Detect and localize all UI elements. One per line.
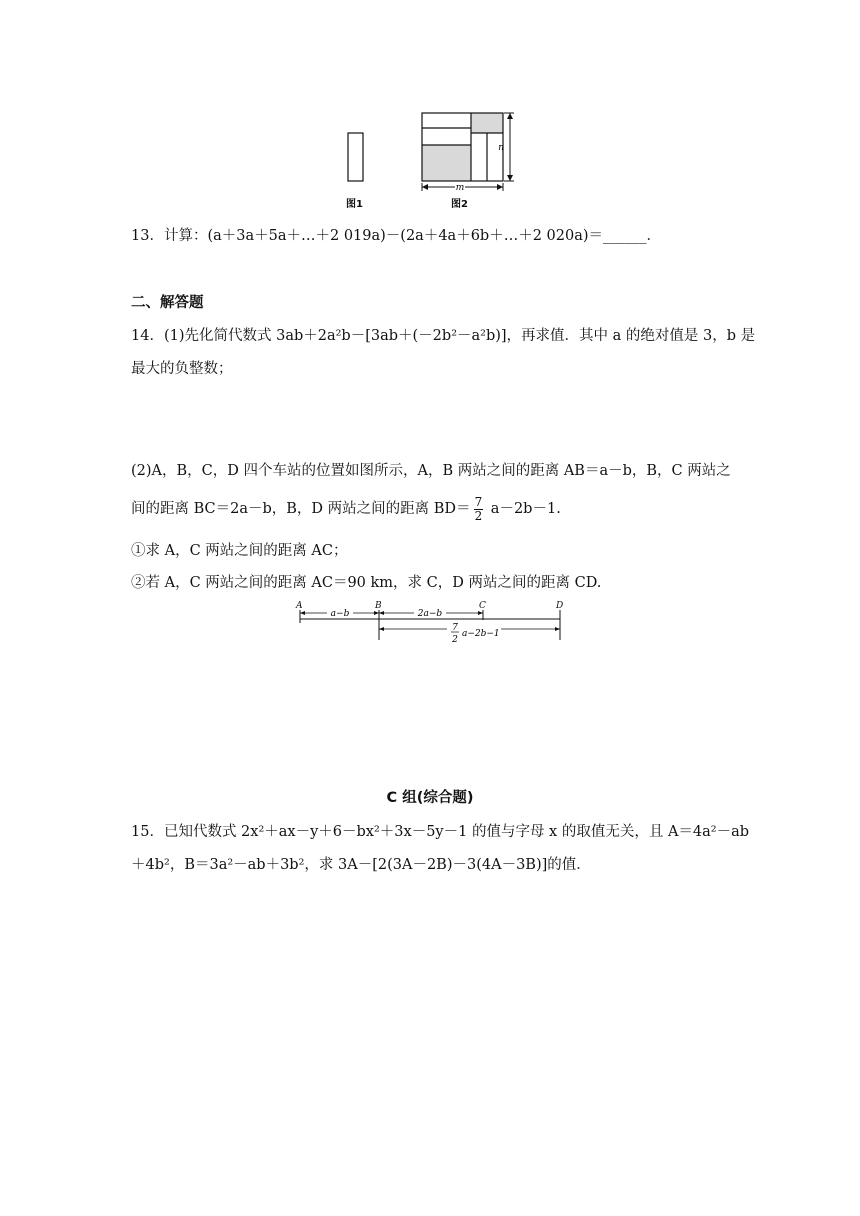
point-B: B bbox=[375, 601, 382, 611]
point-A: A bbox=[296, 601, 303, 611]
question-15-line1: 15．已知代数式 2x²＋ax－y＋6－bx²＋3x－5y－1 的值与字母 x 的取值无关，且 A＝4a²－ab bbox=[131, 824, 750, 840]
fig2-shaded-top-right bbox=[471, 113, 503, 133]
frac-denominator: 2 bbox=[474, 508, 483, 523]
question-15-line2: ＋4b²，B＝3a²－ab＋3b²，求 3A－[2(3A－2B)－3(4A－3B)]的值． bbox=[131, 857, 591, 873]
question-14-line1: 14．(1)先化简代数式 3ab＋2a²b－[3ab＋(－2b²－a²b)]，再求值．其中 a 的绝对值是 3，b 是 bbox=[131, 328, 756, 344]
label-m: m bbox=[455, 183, 465, 193]
label-bd-den: 2 bbox=[452, 635, 458, 645]
station-segment-figure bbox=[290, 596, 580, 648]
question-14-line2: 最大的负整数； bbox=[131, 361, 233, 377]
fig1-caption: 图1 bbox=[346, 199, 363, 210]
bd-text-post: a－2b－1. bbox=[486, 501, 561, 517]
question-13: 13．计算：(a＋3a＋5a＋…＋2 019a)－(2a＋4a＋6b＋…＋2 020a)＝______． bbox=[131, 228, 662, 244]
point-D: D bbox=[556, 601, 564, 611]
group-c-heading: C 组(综合题) bbox=[386, 790, 474, 806]
frac-numerator: 7 bbox=[474, 494, 483, 509]
bd-text-pre: 间的距离 BC＝2a－b，B，D 两站之间的距离 BD＝ bbox=[131, 501, 471, 517]
label-bd-num: 7 bbox=[452, 623, 458, 633]
question-14-part2-line2 bbox=[131, 492, 561, 526]
fig2-shaded-bottom-left bbox=[422, 145, 471, 181]
point-C: C bbox=[479, 601, 486, 611]
section-heading-answers: 二、解答题 bbox=[131, 295, 204, 311]
question-14-part2-line1: (2)A，B，C，D 四个车站的位置如图所示，A，B 两站之间的距离 AB＝a－b，B，C 两站之 bbox=[131, 463, 731, 479]
fig1-rectangle bbox=[348, 133, 363, 181]
fig2-caption: 图2 bbox=[451, 199, 468, 210]
fraction-seven-halves bbox=[474, 496, 484, 523]
label-bd-rest: a−2b−1 bbox=[462, 629, 500, 639]
label-n: n bbox=[498, 143, 504, 153]
label-ab: a−b bbox=[330, 609, 350, 619]
label-bc: 2a−b bbox=[417, 609, 443, 619]
sub-question-2: ②若 A，C 两站之间的距离 AC＝90 km，求 C，D 两站之间的距离 CD. bbox=[131, 575, 602, 591]
sub-question-1: ①求 A，C 两站之间的距离 AC； bbox=[131, 543, 348, 559]
